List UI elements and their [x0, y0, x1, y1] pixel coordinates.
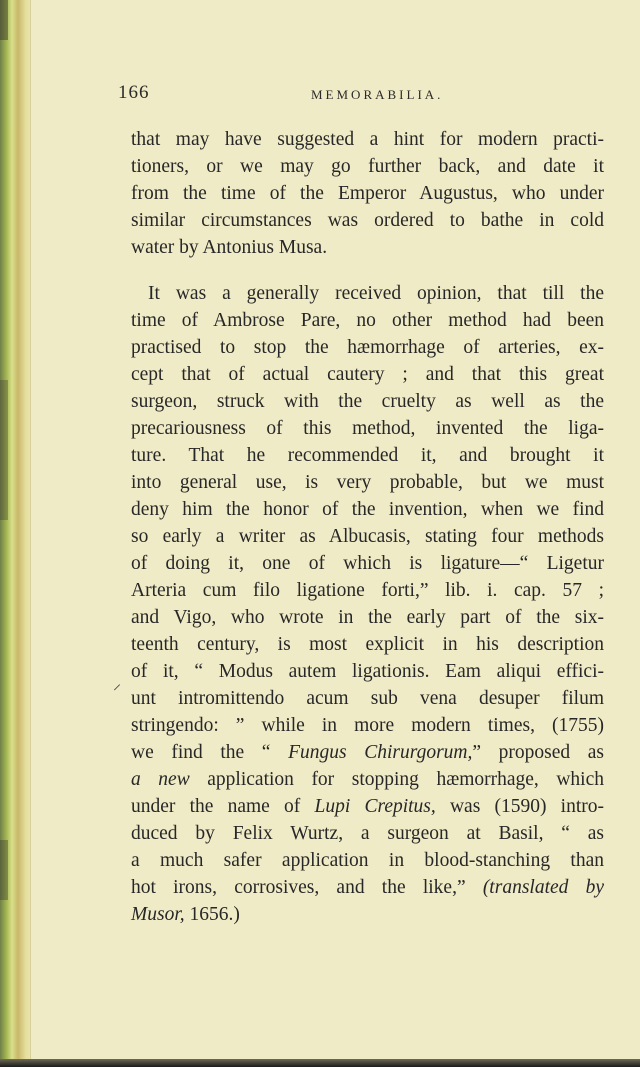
- spine-shadow-top: [0, 0, 8, 40]
- text-line: cept that of actual cautery ; and that this great: [131, 364, 604, 385]
- page-bottom-edge: [0, 1059, 640, 1067]
- text-line: [131, 901, 604, 928]
- text-line: [131, 739, 604, 766]
- text-line: that may have suggested a hint for modern practi-: [131, 129, 604, 150]
- paragraph-gap: [131, 261, 604, 280]
- text-line: deny him the honor of the invention, when we find: [131, 499, 604, 520]
- text-line: so early a writer as Albucasis, stating four methods: [131, 526, 604, 547]
- text-line: tioners, or we may go further back, and date it: [131, 156, 604, 177]
- spine-shadow-low: [0, 840, 8, 900]
- page-body: [131, 126, 604, 928]
- text-run: 1656.): [184, 904, 240, 925]
- text-line: [131, 874, 604, 901]
- text-line: water by Antonius Musa.: [131, 237, 328, 258]
- text-line: stringendo: ” while in more modern times, (1755): [131, 715, 604, 736]
- text-line: surgeon, struck with the cruelty as well as the: [131, 391, 604, 412]
- text-line: into general use, is very probable, but we must: [131, 472, 604, 493]
- text-line: [131, 793, 604, 820]
- text-line: and Vigo, who wrote in the early part of the six-: [131, 607, 604, 628]
- text-line: of it, “ Modus autem ligationis. Eam aliqui effici-: [131, 661, 604, 682]
- text-run: ” proposed as: [472, 742, 604, 763]
- italic-run: Musor,: [131, 904, 185, 925]
- text-line: duced by Felix Wurtz, a surgeon at Basil, “ as: [131, 823, 604, 844]
- text-line: It was a generally received opinion, that till the: [148, 283, 604, 304]
- running-head: MEMORABILIA.: [311, 87, 444, 102]
- text-line: teenth century, is most explicit in his description: [131, 634, 604, 655]
- text-line: unt intromittendo acum sub vena desuper filum: [131, 688, 604, 709]
- text-line: precariousness of this method, invented the liga-: [131, 418, 604, 439]
- text-run: under the name of: [131, 796, 315, 817]
- text-run: we find the “: [131, 742, 289, 763]
- text-line: a much safer application in blood-stanching than: [131, 850, 604, 871]
- italic-run: (translated by: [482, 877, 605, 898]
- page-number: 166: [118, 82, 150, 103]
- text-line: ture. That he recommended it, and brought it: [131, 445, 604, 466]
- text-line: similar circumstances was ordered to bathe in cold: [131, 210, 604, 231]
- text-line: Arteria cum filo ligatione forti,” lib. i. cap. 57 ;: [131, 580, 604, 601]
- text-line: [131, 766, 604, 793]
- margin-mark: ⸝: [113, 676, 122, 693]
- text-run: application for stopping hæmorrhage, which: [189, 769, 604, 790]
- italic-run: a new: [131, 769, 190, 790]
- text-run: was (1590) intro-: [435, 796, 605, 817]
- text-line: of doing it, one of which is ligature—“ Ligetur: [131, 553, 604, 574]
- text-line: time of Ambrose Pare, no other method had been: [131, 310, 604, 331]
- spine-shadow-mid: [0, 380, 8, 520]
- italic-run: Lupi Crepitus,: [314, 796, 436, 817]
- text-run: hot irons, corrosives, and the like,”: [131, 877, 483, 898]
- text-line: from the time of the Emperor Augustus, who under: [131, 183, 604, 204]
- italic-run: Fungus Chirurgorum,: [288, 742, 473, 763]
- text-line: practised to stop the hæmorrhage of arteries, ex-: [131, 337, 604, 358]
